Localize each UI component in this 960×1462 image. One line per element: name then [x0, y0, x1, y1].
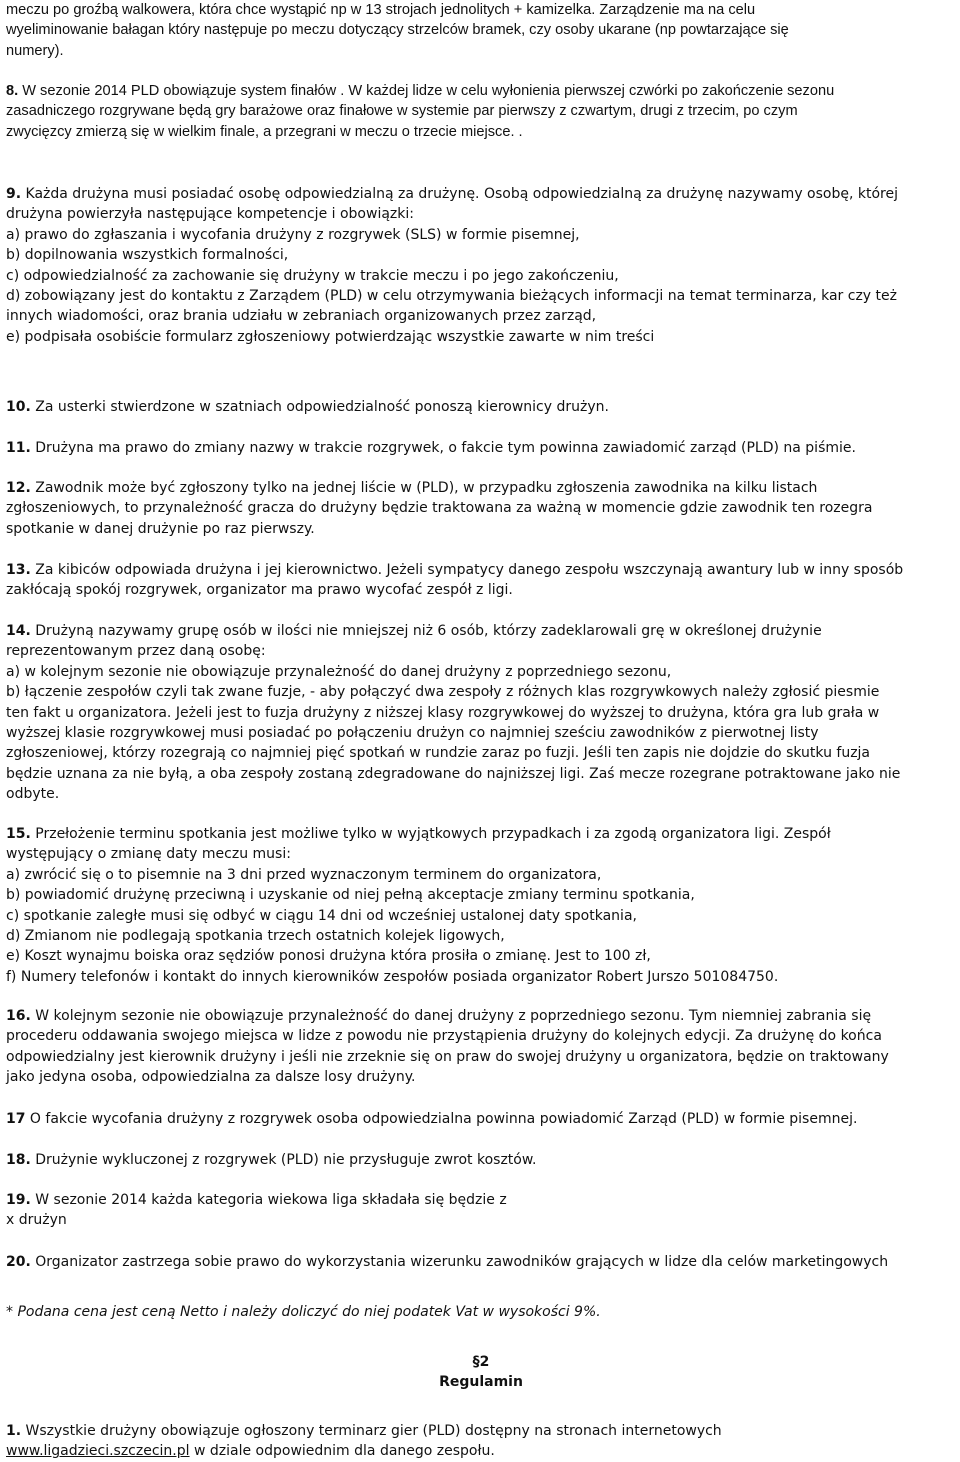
list-item: a) w kolejnym sezonie nie obowiązuje przynależność do danej drużyny z poprzedniego sezonu,: [6, 663, 672, 680]
paragraph-number: 18.: [6, 1152, 31, 1168]
paragraph-number: 16.: [6, 1008, 31, 1024]
paragraph-18: [6, 1150, 956, 1170]
list-item: b) dopilnowania wszystkich formalności,: [6, 247, 289, 264]
text-line: innych wiadomości, oraz brania udziału w zebraniach organizowanych przez zarząd,: [6, 308, 597, 325]
text-line: Za kibiców odpowiada drużyna i jej kierownictwo. Jeżeli sympatycy danego zespołu wszczynają awantury lub w inny sposób: [30, 562, 904, 578]
paragraph-number: 10.: [6, 399, 31, 415]
text-line: zgłoszeniowych, to przynależność gracza do drużyny będzie traktowana za ważną w momencie gdzie zawodnik ten rozegra: [6, 500, 873, 517]
text-line: W kolejnym sezonie nie obowiązuje przynależność do danej drużyny z poprzedniego sezonu. Tym niemniej zabrania się: [30, 1008, 872, 1024]
text-line: meczu po groźbą walkowera, która chce wystąpić np w 13 strojach jednolitych + kamizelka. Zarządzenie ma na celu: [6, 2, 756, 18]
text-line: x drużyn: [6, 1212, 67, 1229]
text-line: odpowiedzialny jest kierownik drużyny i jeśli nie zrzeknie się on praw do swojej drużyny u organizatora, będzie on traktowany: [6, 1048, 889, 1065]
text-line: Każda drużyna musi posiadać osobę odpowiedzialną za drużynę. Osobą odpowiedzialną za drużynę nazywamy osobę, której: [21, 186, 898, 202]
text-line: reprezentowanym przez daną osobę:: [6, 643, 266, 660]
paragraph-number: 9.: [6, 186, 22, 202]
text-line: W sezonie 2014 każda kategoria wiekowa liga składała się będzie z: [30, 1192, 507, 1208]
text-line: Organizator zastrzega sobie prawo do wykorzystania wizerunku zawodników grających w lidze dla celów marketingowych: [30, 1254, 889, 1270]
text-line: zasadniczego rozgrywane będą gry barażowe oraz finałowe w systemie par pierwszy z czwartym, drugi z trzecim, po czym: [6, 103, 798, 120]
text-line: Drużyną nazywamy grupę osób w ilości nie mniejszej niż 6 osób, którzy zadeklarowali grę w określonej drużynie: [30, 623, 822, 639]
section-title: Regulamin: [439, 1374, 523, 1391]
text-line: O fakcie wycofania drużyny z rozgrywek osoba odpowiedzialna powinna powiadomić Zarząd (PLD) w formie pisemnej.: [25, 1111, 858, 1127]
text-line: ten fakt u organizatora. Jeżeli jest to fuzja drużyny z niższej klasy rozgrywkowej do wyższej to drużyna, która gra lub grała w: [6, 704, 880, 721]
paragraph-number: 8.: [6, 83, 19, 99]
paragraph-number: 1.: [6, 1423, 22, 1439]
text-line: w dziale odpowiednim dla danego zespołu.: [189, 1443, 495, 1460]
text-line: wyższej klasie rozgrywkowej musi posiadać po połączeniu drużyn co najmniej sześciu zawodników z pierwotnej listy: [6, 725, 819, 742]
section-symbol: §2: [472, 1354, 490, 1370]
text-line: odbyte.: [6, 786, 60, 803]
list-item: e) Koszt wynajmu boiska oraz sędziów ponosi drużyna która prosiła o zmianę. Jest to 100 zł,: [6, 948, 651, 965]
paragraph-number: 15.: [6, 826, 31, 842]
list-item: b) powiadomić drużynę przeciwną i uzyskanie od niej pełną akceptacje zmiany terminu spotkania,: [6, 887, 695, 904]
section2-paragraph-1: [6, 1421, 956, 1462]
paragraph-number: 17: [6, 1111, 26, 1127]
paragraph-19: [6, 1190, 956, 1231]
paragraph-number: 13.: [6, 562, 31, 578]
paragraph-number: 14.: [6, 623, 31, 639]
text-line: spotkanie w danej drużynie po raz pierwszy.: [6, 520, 315, 537]
list-item: c) spotkanie zaległe musi się odbyć w ciągu 14 dni od wcześniej ustalonej daty spotkania,: [6, 907, 637, 924]
paragraph-8: [6, 81, 956, 142]
paragraph-number: 19.: [6, 1192, 31, 1208]
text-line: Przełożenie terminu spotkania jest możliwe tylko w wyjątkowych przypadkach i za zgodą organizatora ligi. Zespół: [30, 826, 831, 842]
text-line: Zawodnik może być zgłoszony tylko na jednej liście w (PLD), w przypadku zgłoszenia zawodnika na kilku listach: [30, 480, 818, 496]
paragraph-16: [6, 1006, 956, 1088]
text-line: Wszystkie drużyny obowiązuje ogłoszony terminarz gier (PLD) dostępny na stronach internetowych: [21, 1423, 722, 1439]
list-item: a) prawo do zgłaszania i wycofania drużyny z rozgrywek (SLS) w formie pisemnej,: [6, 226, 580, 243]
text-line: zakłócają spokój rozgrywek, organizator ma prawo wycofać zespół z ligi.: [6, 582, 513, 599]
text-line: Drużynie wykluczonej z rozgrywek (PLD) nie przysługuje zwrot kosztów.: [30, 1152, 537, 1168]
paragraph-number: 12.: [6, 480, 31, 496]
list-item: a) zwrócić się o to pisemnie na 3 dni przed wyznaczonym terminem do organizatora,: [6, 866, 602, 883]
paragraph-15: [6, 824, 956, 987]
paragraph-20: [6, 1252, 956, 1272]
text-line: jako jedyna osoba, odpowiedzialna za dalsze losy drużyny.: [6, 1069, 416, 1086]
paragraph-17: [6, 1109, 956, 1129]
list-item: d) Zmianom nie podlegają spotkania trzech ostatnich kolejek ligowych,: [6, 928, 505, 945]
list-item: d) zobowiązany jest do kontaktu z Zarządem (PLD) w celu otrzymywania bieżących informacji na temat terminarza, kar czy też: [6, 288, 897, 305]
paragraph-14: [6, 621, 956, 805]
list-item: b) łączenie zespołów czyli tak zwane fuzje, - aby połączyć dwa zespoły z różnych klas rozgrywkowych należy zgłosić piesmie: [6, 684, 880, 701]
text-line: występujący o zmianę daty meczu musi:: [6, 846, 291, 863]
text-line: numery).: [6, 42, 64, 59]
list-item: e) podpisała osobiście formularz zgłoszeniowy potwierdzając wszystkie zawarte w nim treści: [6, 328, 655, 345]
paragraph-12: [6, 478, 956, 539]
text-line: zgłoszeniowej, którzy rozegrają co najmniej pięć spotkań w rundzie zaraz po fuzji. Jeśli ten zapis nie dojdzie do skutku fuzja: [6, 745, 871, 762]
text-line: wyeliminowanie bałagan który następuje po meczu dotyczący strzelców bramek, czy osoby ukarane (np powtarzające się: [6, 22, 789, 39]
section-heading: [6, 1352, 956, 1393]
footnote: * Podana cena jest ceną Netto i należy doliczyć do niej podatek Vat w wysokości 9%.: [6, 1304, 601, 1320]
text-line: procederu oddawania swojego miejsca w lidze z powodu nie przystąpienia drużyny do kolejnych edycji. Za drużynę do końca: [6, 1028, 882, 1045]
intro-paragraph: [6, 0, 956, 61]
website-link[interactable]: www.ligadzieci.szczecin.pl: [6, 1443, 190, 1460]
text-line: drużyna powierzyła następujące kompetencje i obowiązki:: [6, 206, 414, 223]
text-line: Drużyna ma prawo do zmiany nazwy w trakcie rozgrywek, o fakcie tym powinna zawiadomić zarząd (PLD) na piśmie.: [30, 440, 856, 456]
paragraph-9: [6, 184, 956, 347]
list-item: c) odpowiedzialność za zachowanie się drużyny w trakcie meczu i po jego zakończeniu,: [6, 267, 619, 284]
paragraph-13: [6, 560, 956, 601]
text-line: zwycięzcy zmierzą się w wielkim finale, a przegrani w meczu o trzecie miejsce. .: [6, 123, 523, 140]
paragraph-11: [6, 438, 956, 458]
paragraph-10: [6, 397, 956, 417]
text-line: W sezonie 2014 PLD obowiązuje system finałów . W każdej lidze w celu wyłonienia pierwszej czwórki po zakończenie sezonu: [18, 83, 835, 99]
text-line: Za usterki stwierdzone w szatniach odpowiedzialność ponoszą kierownicy drużyn.: [30, 399, 609, 415]
paragraph-number: 20.: [6, 1254, 31, 1270]
paragraph-number: 11.: [6, 440, 31, 456]
list-item: f) Numery telefonów i kontakt do innych kierowników zespołów posiada organizator Robert Jurszo 501084750.: [6, 968, 779, 985]
text-line: będzie uznana za nie byłą, a oba zespoły zostaną zdegradowane do najniższej ligi. Zaś mecze rozegrane potraktowane jako nie: [6, 765, 901, 782]
